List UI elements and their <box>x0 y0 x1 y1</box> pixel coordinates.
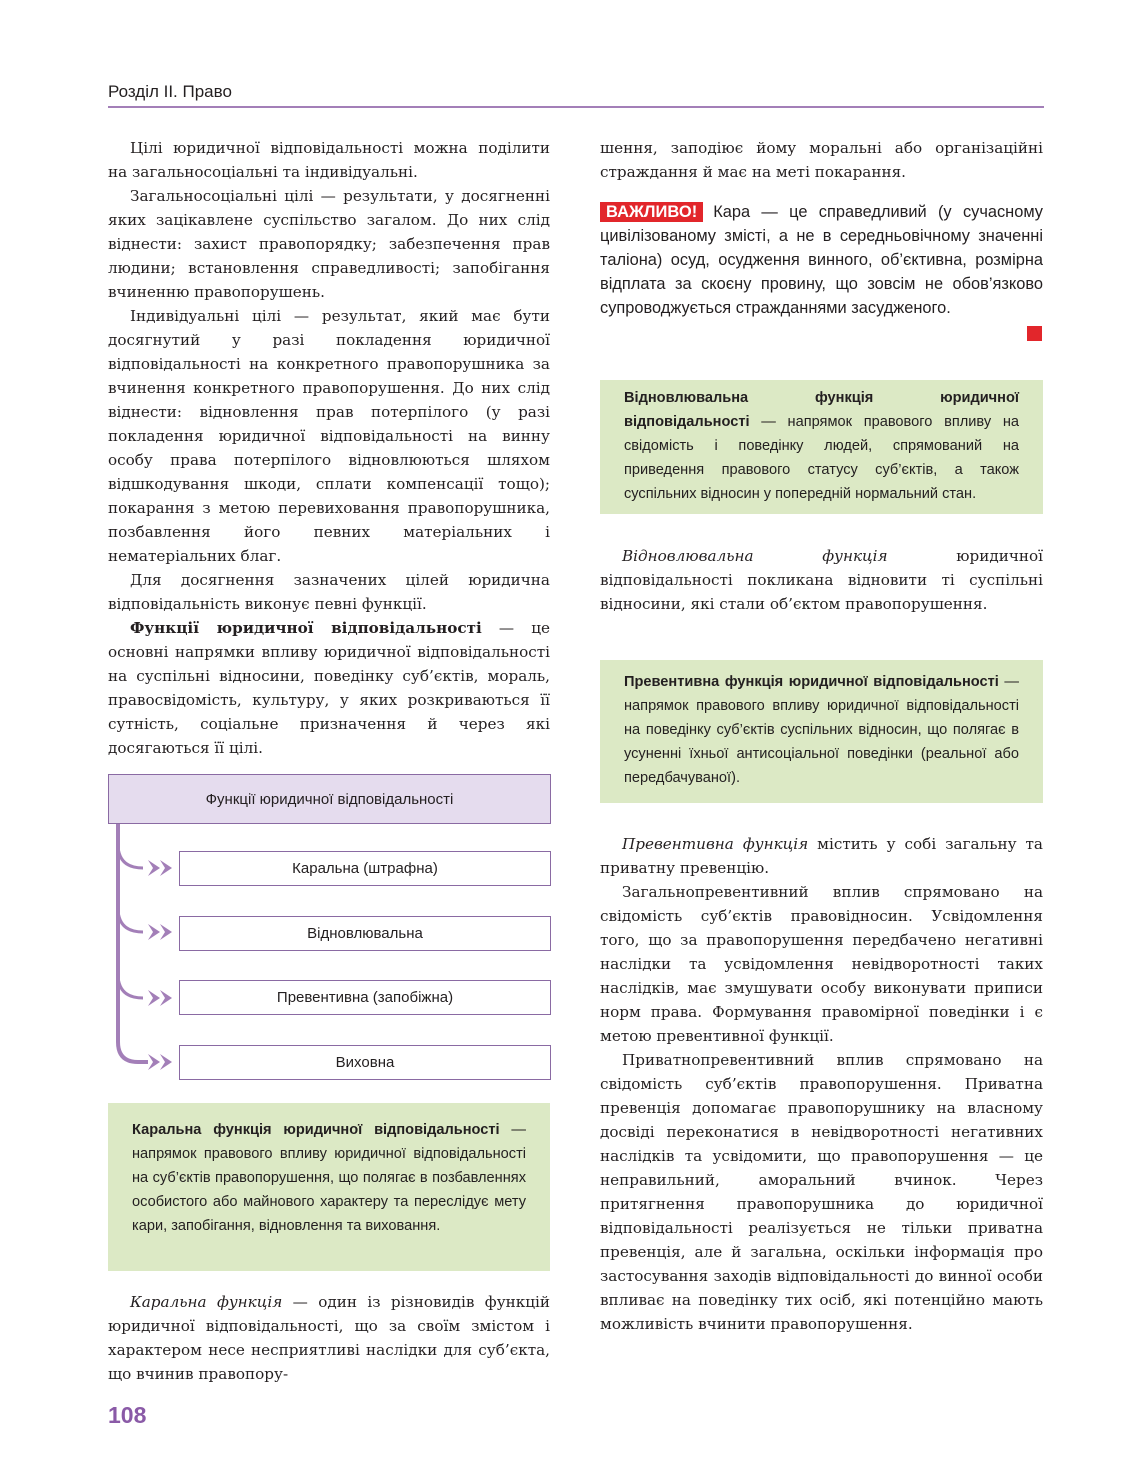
diagram-item-educational: Виховна <box>179 1045 551 1080</box>
diagram-item-restorative: Відновлювальна <box>179 916 551 951</box>
paragraph: Цілі юридичної відповідальності можна поділити на загальносоціальні та індивідуальні. <box>108 139 550 181</box>
definition-text: — напрямок правового впливу на свідомість і поведінку людей, спрямований на приведення правового статусу суб’єктів, а також суспільних відносин у попередній нормальний стан. <box>624 414 1019 502</box>
paragraph <box>108 1290 550 1386</box>
functions-diagram <box>108 774 551 1084</box>
definition-text: — напрямок правового впливу юридичної відповідальності на поведінку суб’єктів суспільних відносин, що полягає в усуненні їхньої антисоціальної поведінки (реальної або передбачуваної). <box>624 674 1019 786</box>
term: Каральна функція <box>130 1293 283 1311</box>
important-note <box>600 200 1043 320</box>
paragraph-text: юридичної відповідальності покликана відновити ті суспільні відносини, які стали об’єктом правопорушення. <box>600 547 1043 613</box>
term: Відновлювальна функція юридичної відповідальності <box>624 390 1019 430</box>
term: Превентивна функція юридичної відповідальності <box>624 674 999 690</box>
term: Відновлювальна функція <box>622 547 888 565</box>
paragraph: Приватнопревентивний вплив спрямовано на свідомість суб’єктів правопорушення. Приватна превенція допомагає правопорушнику на власному досвіді переконатися в невідворотності негативних наслідків та усвідомити, що правопорушення — це неправильний, аморальний вчинок. Через притягнення правопорушника до юридичної відповідальності реалізується не тільки приватна превенція, але й загальна, оскільки інформація про застосування заходів відповідальності до винної особи впливає на поведінку тих осіб, які потенційно мають можливість вчинити правопорушення. <box>600 1051 1043 1333</box>
term: Функції юридичної відповідальності <box>130 619 482 637</box>
end-marker-icon <box>1027 326 1042 341</box>
term: Превентивна функція <box>622 835 809 853</box>
paragraph: Загальносоціальні цілі — результати, у досягненні яких зацікавлене суспільство загалом. До них слід віднести: захист правопорядку; забезпечення прав людини; встановлення справедливості; запобігання вчиненню правопорушень. <box>108 187 550 301</box>
paragraph-text: — один із різновидів функцій юридичної відповідальності, що за своїм змістом і характером несе несприятливі наслідки для суб’єкта, що вчинив правопору- <box>108 1293 550 1383</box>
punitive-definition-box <box>108 1103 550 1271</box>
paragraph: Загальнопревентивний вплив спрямовано на свідомість суб’єктів правовідносин. Усвідомлення того, що за правопорушення передбачено негативні наслідки та усвідомлення невідворотності таких наслідків, має змушувати особу виконувати приписи норм права. Формування правомірної поведінки і є метою превентивної функції. <box>600 883 1043 1045</box>
left-column <box>108 136 550 760</box>
page-number: 108 <box>108 1402 147 1428</box>
preventive-definition-box <box>600 660 1043 803</box>
paragraph <box>108 616 550 760</box>
paragraph-text: містить у собі загальну та приватну превенцію. <box>600 835 1043 877</box>
definition-text: — це основні напрямки впливу юридичної відповідальності на суспільні відносини, поведінку суб’єктів, мораль, правосвідомість, культуру, у яких розкриваються її сутність, соціальне призначення й через які досягаються її цілі. <box>108 619 550 757</box>
diagram-title: Функції юридичної відповідальності <box>108 774 551 824</box>
definition-text: — напрямок правового впливу юридичної відповідальності на суб’єктів правопорушення, що полягає в позбавленнях особистого або майнового характеру та переслідує мету кари, запобігання, відновлення та виховання. <box>132 1122 526 1234</box>
punitive-paragraph <box>108 1290 550 1386</box>
header-divider <box>108 106 1044 108</box>
paragraph <box>600 832 1043 880</box>
diagram-item-preventive: Превентивна (запобіжна) <box>179 980 551 1015</box>
paragraph: шення, заподіює йому моральні або організаційні страждання й має на меті покарання. <box>600 139 1043 181</box>
paragraph: Для досягнення зазначених цілей юридична відповідальність виконує певні функції. <box>108 571 550 613</box>
paragraph <box>600 544 1043 616</box>
diagram-item-punitive: Каральна (штрафна) <box>179 851 551 886</box>
paragraph: Індивідуальні цілі — результат, який має бути досягнутий у разі покладення юридичної відповідальності на конкретного правопорушника за вчинення конкретного правопорушення. До них слід віднести: відновлення прав потерпілого (у разі покладення юридичної відповідальності на винну особу права потерпілого відновлюються шляхом відшкодування шкоди, сплати компенсації тощо); покарання з метою перевиховання правопорушника, позбавлення його певних матеріальних і нематеріальних благ. <box>108 307 550 565</box>
restorative-paragraph <box>600 544 1043 616</box>
preventive-paragraphs <box>600 832 1043 1336</box>
important-badge: ВАЖЛИВО! <box>600 202 703 222</box>
section-header: Розділ ІІ. Право <box>108 82 232 101</box>
term: Каральна функція юридичної відповідальності <box>132 1122 500 1138</box>
important-text: Кара — це справедливий (у сучасному цивілізованому змісті, а не в середньовічному значенні таліона) осуд, осудження винного, об’єктивна, розмірна відплата за скоєну провину, що зовсім не обов’язково супроводжується стражданнями засудженого. <box>600 203 1043 317</box>
right-column <box>600 136 1043 184</box>
restorative-definition-box <box>600 380 1043 514</box>
